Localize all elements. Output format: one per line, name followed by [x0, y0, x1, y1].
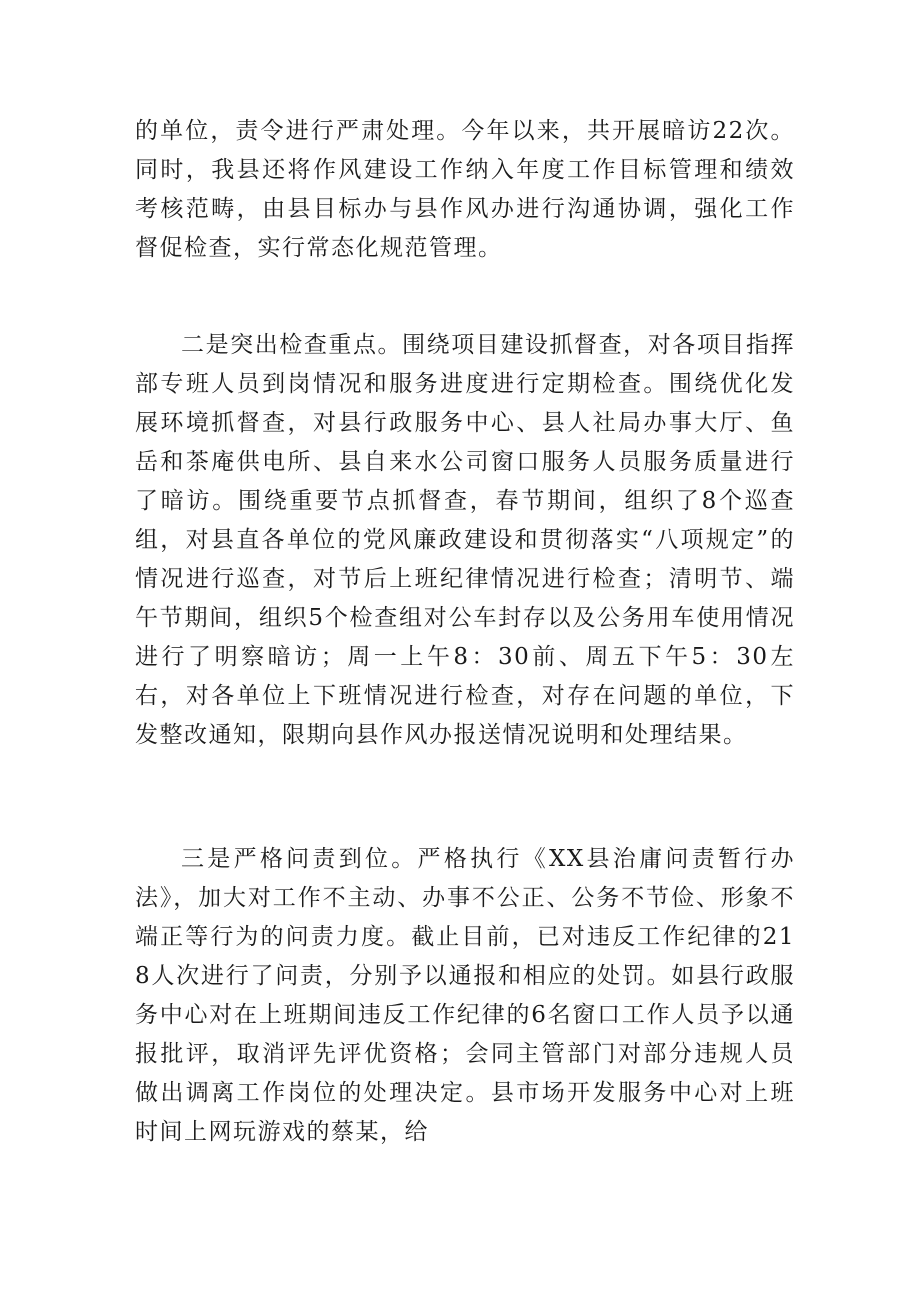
- paragraph-accountability: 三是严格问责到位。严格执行《XX县治庸问责暂行办法》，加大对工作不主动、办事不公正、公务不节俭、形象不端正等行为的问责力度。截止目前，已对违反工作纪律的218人次进行了问责，分别予以通报和相应的处罚。如县行政服务中心对在上班期间违反工作纪律的6名窗口工作人员予以通报批评，取消评先评优资格；会同主管部门对部分违规人员做出调离工作岗位的处理决定。县市场开发服务中心对上班时间上网玩游戏的蔡某，给: [135, 846, 795, 1145]
- paragraph-continuation: 的单位，责令进行严肃处理。今年以来，共开展暗访22次。同时，我县还将作风建设工作纳入年度工作目标管理和绩效考核范畴，由县目标办与县作风办进行沟通协调，强化工作督促检查，实行常态化规范管理。: [135, 118, 795, 261]
- paragraph-inspection-focus: 二是突出检查重点。围绕项目建设抓督查，对各项目指挥部专班人员到岗情况和服务进度进行定期检查。围绕优化发展环境抓督查，对县行政服务中心、县人社局办事大厅、鱼岳和茶庵供电所、县自来水公司窗口服务人员服务质量进行了暗访。围绕重要节点抓督查，春节期间，组织了8个巡查组，对县直各单位的党风廉政建设和贯彻落实“八项规定”的情况进行巡查，对节后上班纪律情况进行检查；清明节、端午节期间，组织5个检查组对公车封存以及公务用车使用情况进行了明察暗访；周一上午8：30前、周五下午5：30左右，对各单位上下班情况进行检查，对存在问题的单位，下发整改通知，限期向县作风办报送情况说明和处理结果。: [135, 332, 795, 748]
